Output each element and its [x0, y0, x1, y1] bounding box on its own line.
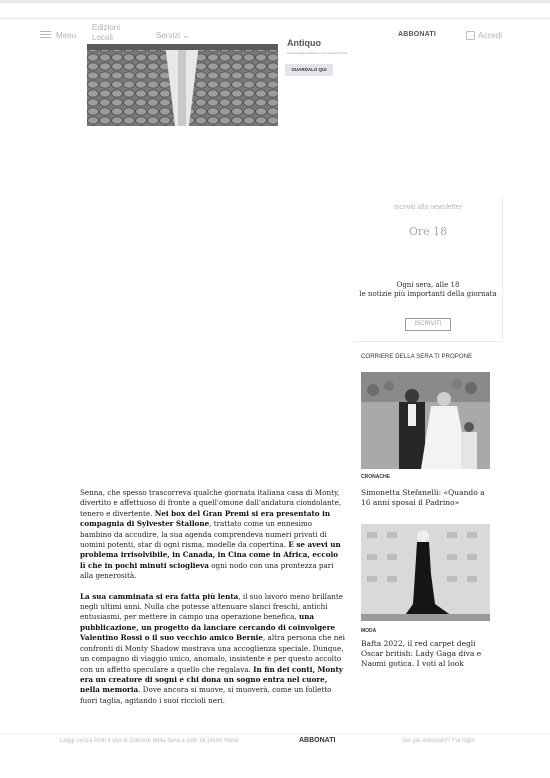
- newsletter-desc-line-2: le notizie più importanti della giornata: [359, 290, 497, 298]
- wedding-photo-graphic: [361, 372, 490, 469]
- ad-brand-panel[interactable]: [283, 38, 347, 126]
- article-p2-segment: , il suo lavoro meno brillante negli ultimi anni. Nulla che potesse attenuare slanci freschi, antichi entusiasmi, per mettere in campo una operazione benefica,: [80, 591, 344, 622]
- nav-menu-link[interactable]: Menu: [56, 31, 77, 40]
- rec-image-red-carpet[interactable]: [361, 524, 490, 621]
- article-p2-segment: , altra persona che nei confronti di Monty Shadow mostrava una accoglienza speciale. Dunque, un compagno di viaggio unico, anomalo, insistente e per questo accolto con un affetto speculare a quello che regalava.: [80, 633, 345, 674]
- red-carpet-photo-graphic: [361, 524, 490, 621]
- newsletter-time: Ore 18: [408, 225, 448, 238]
- article-p2-segment: una pubblicazione, un progetto da lanciare cercando di coinvolgere Valentino Rossi o il suo vecchio amico Bernie: [80, 612, 336, 643]
- article-p1-segment: Senna, che spesso trascorreva qualche giornata italiana casa di Monty, divertito e affettuoso di fronte a quell'omone dall'andatura ciondolante, tenero e divertente.: [80, 488, 342, 518]
- top-divider: [0, 18, 550, 19]
- ad-brand-tagline: la bontà della tradizione in un vasetto di frutta: [287, 51, 348, 55]
- rec-image-wedding[interactable]: [361, 372, 490, 469]
- article-p1-segment: Nei box del Gran Premi si era presentato in compagnia di Sylvester Stallone: [80, 508, 331, 529]
- rec-category-2[interactable]: MODA: [361, 628, 377, 634]
- rec-title-2[interactable]: Bafta 2022, il red carpet degli Oscar british: Lady Gaga diva e Naomi gotica. I voti al look: [361, 639, 482, 668]
- article-paragraph-1: [80, 488, 345, 582]
- newsletter-label: Iscriviti alla newsletter: [393, 204, 463, 211]
- article-p1-segment: , trattato come un ennesimo bambino da accudire, la sua agenda comprendeva numeri privati di uomini potenti, star di ogni risma, modelle da copertina.: [80, 519, 327, 550]
- ad-photo-graphic: [87, 44, 278, 126]
- footer-login-link[interactable]: Sei già abbonato? Fai login: [402, 738, 475, 744]
- subscribe-link[interactable]: ABBONATI: [398, 31, 437, 38]
- ad-brand-name: Antiquo: [287, 38, 321, 48]
- user-icon[interactable]: [466, 31, 475, 40]
- article-p2-segment: La sua camminata si era fatta più lenta: [80, 591, 239, 601]
- ad-photo[interactable]: [87, 44, 278, 126]
- article-paragraph-2: [80, 592, 345, 706]
- article-p1-segment: E se avevi un problema irrisolvibile, in Canada, in Cina come in Africa, eccolo lì che in pochi minuti scioglieva: [80, 540, 341, 570]
- newsletter-description: [354, 281, 502, 299]
- footer-promo-text: Leggi senza limiti il sito di Corriere della Sera a solo 1€ primo mese: [60, 738, 239, 744]
- login-link[interactable]: Accedi: [478, 31, 503, 40]
- menu-icon[interactable]: [40, 31, 51, 39]
- article-p2-segment: . Dove ancora si muove, si muoverà, come un folletto fuori taglia, agitando i suoi riccioli neri.: [80, 685, 332, 705]
- newsletter-box: [354, 196, 503, 342]
- paywall-footer: [0, 733, 550, 750]
- nav-services-dropdown[interactable]: [156, 31, 189, 40]
- footer-subscribe-button[interactable]: ABBONATI: [299, 737, 336, 744]
- rec-category-1[interactable]: CRONACHE: [361, 474, 390, 480]
- recommendations-title: CORRIERE DELLA SERA TI PROPONE: [361, 354, 473, 360]
- page-top-edge: [0, 0, 550, 3]
- newsletter-subscribe-button[interactable]: ISCRIVITI: [405, 318, 451, 331]
- nav-editions-link[interactable]: Edizioni Locali: [92, 23, 121, 42]
- article-p2-segment: In fin dei conti, Monty era un creatore di sogni e chi dona un sogno entra nel cuore, nella memoria: [80, 664, 343, 695]
- chevron-down-icon: ⌄: [182, 31, 189, 40]
- ad-cta-button[interactable]: GUARDALO QUI: [285, 64, 333, 76]
- newsletter-desc-line-1: Ogni sera, alle 18: [396, 281, 460, 289]
- rec-title-1[interactable]: Simonetta Stefanelli: «Quando a 16 anni sposai il Padrino»: [361, 488, 485, 507]
- nav-services-label: Servizi: [156, 31, 181, 40]
- article-body: [80, 488, 345, 716]
- article-p1-segment: ogni nodo con una prontezza pari alla generosità.: [80, 560, 334, 581]
